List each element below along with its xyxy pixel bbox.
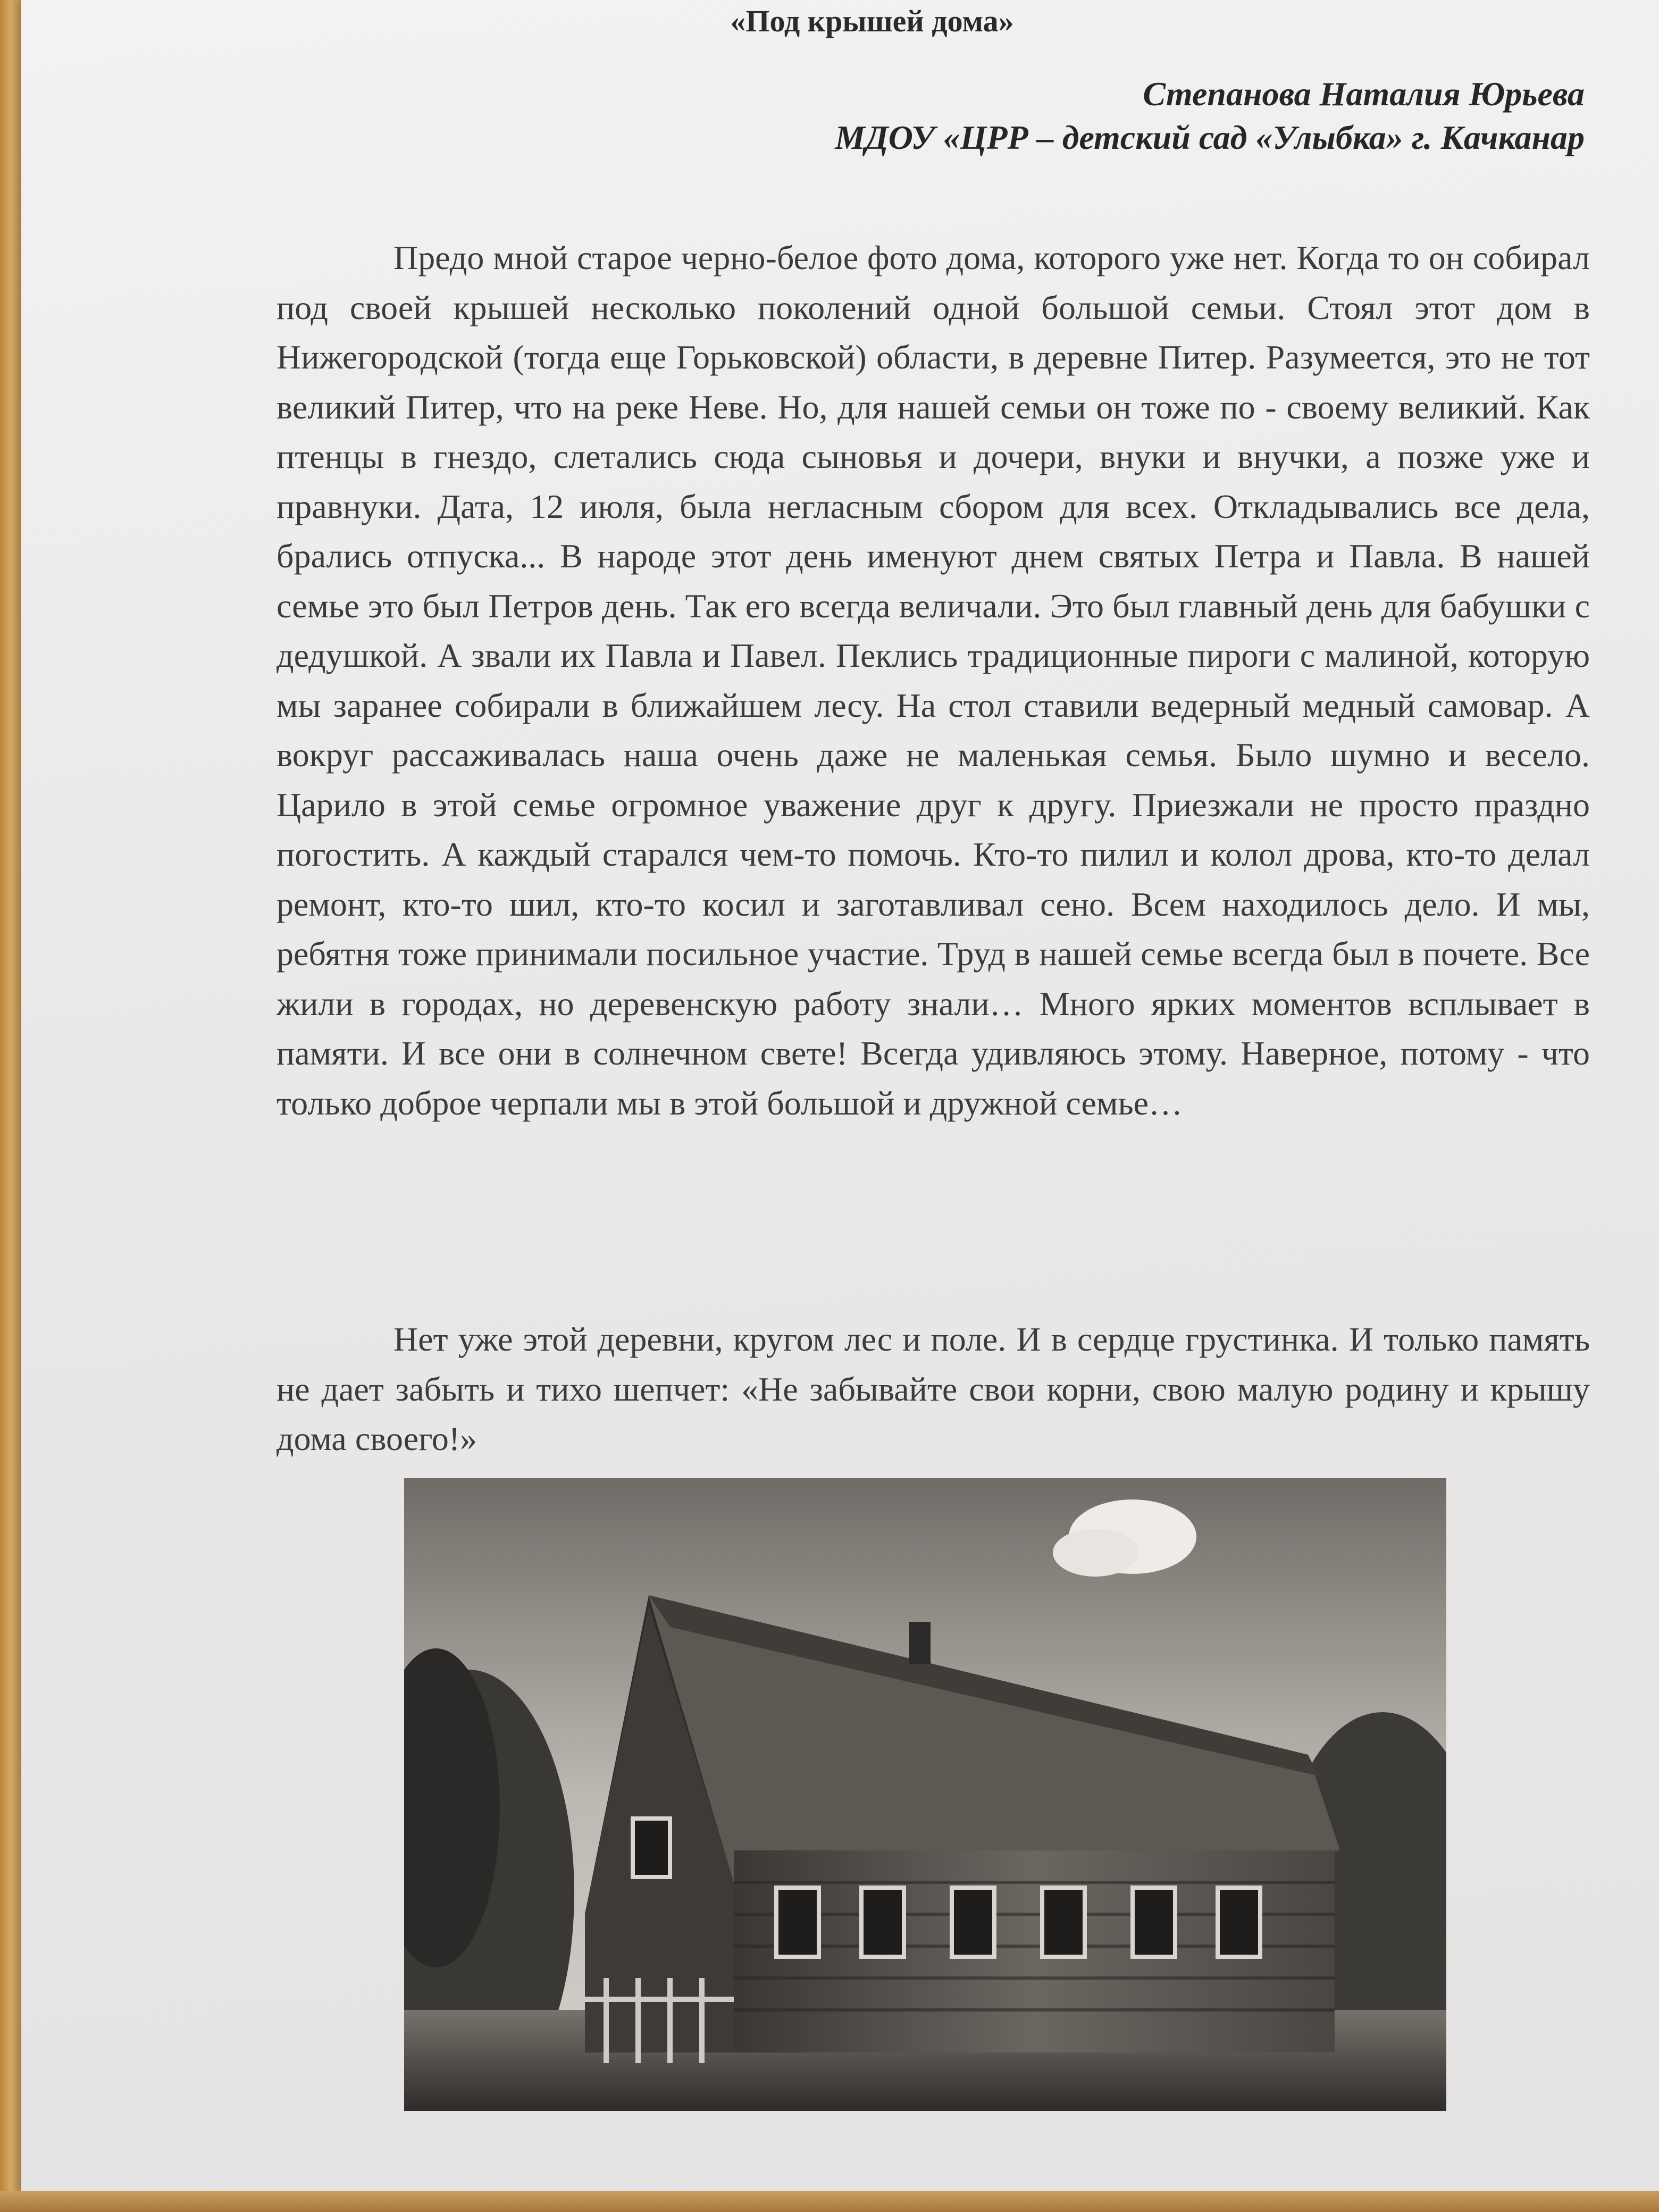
paragraph-2: Нет уже этой деревни, кругом лес и поле. И в сердце грустинка. И только память не дает забыть и тихо шепчет: «Не забывайте свои корни, свою малую родину и крышу дома своего!»: [276, 1320, 1590, 1457]
paragraph-1: Предо мной старое черно-белое фото дома, которого уже нет. Когда то он собирал под своей крышей несколько поколений одной большой семьи. Стоял этот дом в Нижегородской (тогда еще Горьковской) области, в деревне Питер. Разумеется, это не тот великий Питер, что на реке Неве. Но, для нашей семьи он тоже по - своему великий. Как птенцы в гнездо, слетались сюда сыновья и дочери, внуки и внучки, а позже уже и правнуки. Дата, 12 июля, была негласным сбором для всех. Откладывались все дела, брались отпуска... В народе этот день именуют днем святых Петра и Павла. В нашей семье это был Петров день. Так его всегда величали. Это был главный день для бабушки с дедушкой. А звали их Павла и Павел. Пеклись традиционные пироги с малиной, которую мы заранее собирали в ближайшем лесу. На стол ставили ведерный медный самовар. А вокруг рассаживалась наша очень даже не маленькая семья. Было шумно и весело. Царило в этой семье огромное уважение друг к другу. Приезжали не просто праздно погостить. А каждый старался чем-то помочь. Кто-то пилил и колол дрова, кто-то делал ремонт, кто-то шил, кто-то косил и заготавливал сено. Всем находилось дело. И мы, ребятня тоже принимали посильное участие. Труд в нашей семье всегда был в почете. Все жили в городах, но деревенскую работу знали… Много ярких моментов всплывает в памяти. И все они в солнечном свете! Всегда удивляюсь этому. Наверное, потому - что только доброе черпали мы в этой большой и дружной семье…: [276, 239, 1590, 1122]
old-wooden-house-photo-icon: [404, 1478, 1446, 2111]
paper-sheet: [21, 0, 1659, 2195]
document-title: «Под крышей дома»: [730, 4, 1014, 38]
house-photo: [404, 1478, 1446, 2111]
table-bottom-edge: [0, 2191, 1659, 2212]
author-organization: МДОУ «ЦРР – детский сад «Улыбка» г. Качканар: [835, 119, 1585, 156]
author-name: Степанова Наталия Юрьева: [1143, 75, 1585, 113]
